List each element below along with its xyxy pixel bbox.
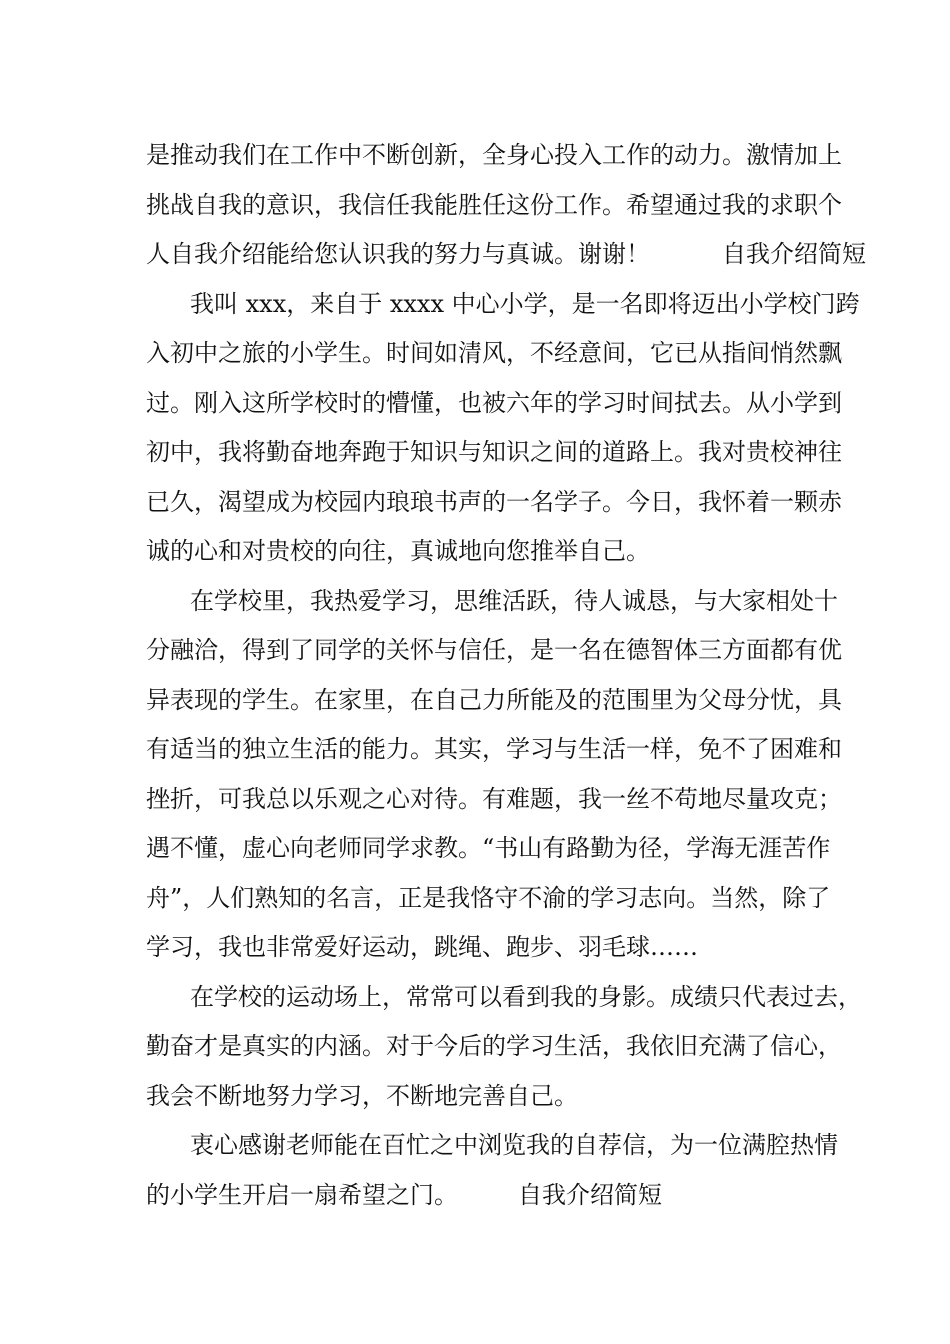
text-line: 人自我介绍能给您认识我的努力与真诚。谢谢！ 自我介绍简短 [146,240,866,268]
text-line: 入初中之旅的小学生。时间如清风，不经意间，它已从指间悄然飘 [146,339,842,367]
paragraph-first-line: 我叫 xxx，来自于 xxxx 中心小学，是一名即将迈出小学校门跨 [190,289,860,318]
text-line: 的小学生开启一扇希望之门。 自我介绍简短 [146,1180,662,1209]
text-line: 异表现的学生。在家里，在自己力所能及的范围里为父母分忧，具 [146,685,842,714]
paragraph-first-line: 在学校里，我热爱学习，思维活跃，待人诚恳，与大家相处十 [190,586,838,615]
paragraph-first-line: 衷心感谢老师能在百忙之中浏览我的自荐信，为一位满腔热情 [190,1131,838,1159]
text-line: 学习，我也非常爱好运动，跳绳、跑步、羽毛球…… [146,933,698,961]
text-line: 已久，渴望成为校园内琅琅书声的一名学子。今日，我怀着一颗赤 [146,487,842,516]
text-line: 分融洽，得到了同学的关怀与信任，是一名在德智体三方面都有优 [146,636,842,664]
text-line: 遇不懂，虚心向老师同学求教。“书山有路勤为径，学海无涯苦作 [146,834,831,862]
text-line: 诚的心和对贵校的向往，真诚地向您推举自己。 [146,537,650,565]
text-line: 勤奋才是真实的内涵。对于今后的学习生活，我依旧充满了信心， [146,1032,842,1060]
text-line: 有适当的独立生活的能力。其实，学习与生活一样，免不了困难和 [146,735,842,763]
text-line: 舟”，人们熟知的名言，正是我恪守不渝的学习志向。当然，除了 [146,883,831,912]
document-body [146,131,866,1220]
text-line: 初中，我将勤奋地奔跑于知识与知识之间的道路上。我对贵校神往 [146,438,842,466]
text-line: 挫折，可我总以乐观之心对待。有难题，我一丝不苟地尽量攻克； [146,784,842,813]
text-line: 过。刚入这所学校时的懵懂，也被六年的学习时间拭去。从小学到 [146,388,842,417]
text-line: 挑战自我的意识，我信任我能胜任这份工作。希望通过我的求职个 [146,190,842,219]
text-line: 是推动我们在工作中不断创新，全身心投入工作的动力。激情加上 [146,141,842,169]
text-line: 我会不断地努力学习，不断地完善自己。 [146,1081,578,1110]
paragraph-first-line: 在学校的运动场上，常常可以看到我的身影。成绩只代表过去， [190,982,862,1011]
